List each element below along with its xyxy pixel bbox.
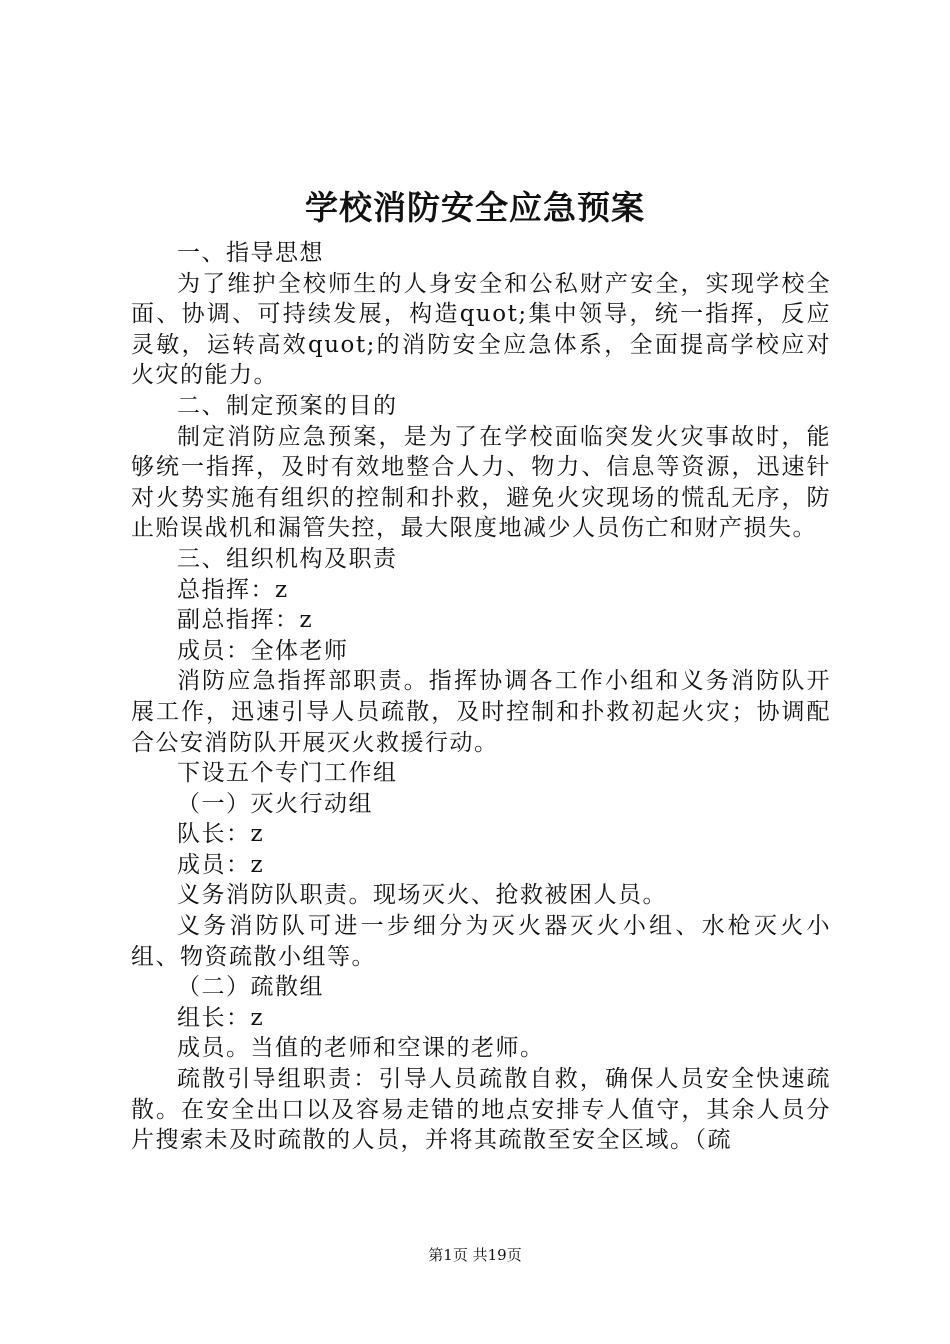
body-paragraph: 为了维护全校师生的人身安全和公私财产安全，实现学校全面、协调、可持续发展，构造quot;集中领导，统一指挥，反应灵敏，运转高效quot;的消防安全应急体系，全面提高学校应对火灾的能力。 [131,270,831,389]
body-paragraph: 成员：z [177,851,265,878]
document-body [131,238,831,1156]
body-paragraph: 总指挥：z [177,576,289,603]
body-paragraph: 义务消防队职责。现场灭火、抢救被困人员。 [177,882,667,909]
body-paragraph: 队长：z [177,821,265,848]
body-paragraph: 义务消防队可进一步细分为灭火器灭火小组、水枪灭火小组、物资疏散小组等。 [131,913,831,970]
subsection-heading: （二）疏散组 [177,974,324,1001]
section-heading: 二、制定预案的目的 [177,392,398,419]
body-paragraph: 疏散引导组职责：引导人员疏散自救，确保人员安全快速疏散。在安全出口以及容易走错的地点安排专人值守，其余人员分片搜索未及时疏散的人员，并将其疏散至安全区域。（疏 [131,1066,831,1154]
body-paragraph: 成员：全体老师 [177,637,349,664]
section-heading: 一、指导思想 [177,240,324,266]
section-heading: 三、组织机构及职责 [177,545,398,572]
page-footer: 第1页 共19页 [428,1246,522,1264]
body-paragraph: 消防应急指挥部职责。指挥协调各工作小组和义务消防队开展工作，迅速引导人员疏散，及时控制和扑救初起火灾；协调配合公安消防队开展灭火救援行动。 [131,668,831,756]
body-paragraph: 成员。当值的老师和空课的老师。 [177,1035,545,1062]
subsection-heading: （一）灭火行动组 [177,790,373,817]
body-paragraph: 副总指挥：z [177,607,314,634]
document-title: 学校消防安全应急预案 [305,188,645,227]
body-paragraph: 组长：z [177,1004,265,1031]
body-paragraph: 下设五个专门工作组 [177,760,398,787]
body-paragraph: 制定消防应急预案，是为了在学校面临突发火灾事故时，能够统一指挥，及时有效地整合人力、物力、信息等资源，迅速针对火势实施有组织的控制和扑救，避免火灾现场的慌乱无序，防止贻误战机和漏管失控，最大限度地减少人员伤亡和财产损失。 [131,423,831,542]
